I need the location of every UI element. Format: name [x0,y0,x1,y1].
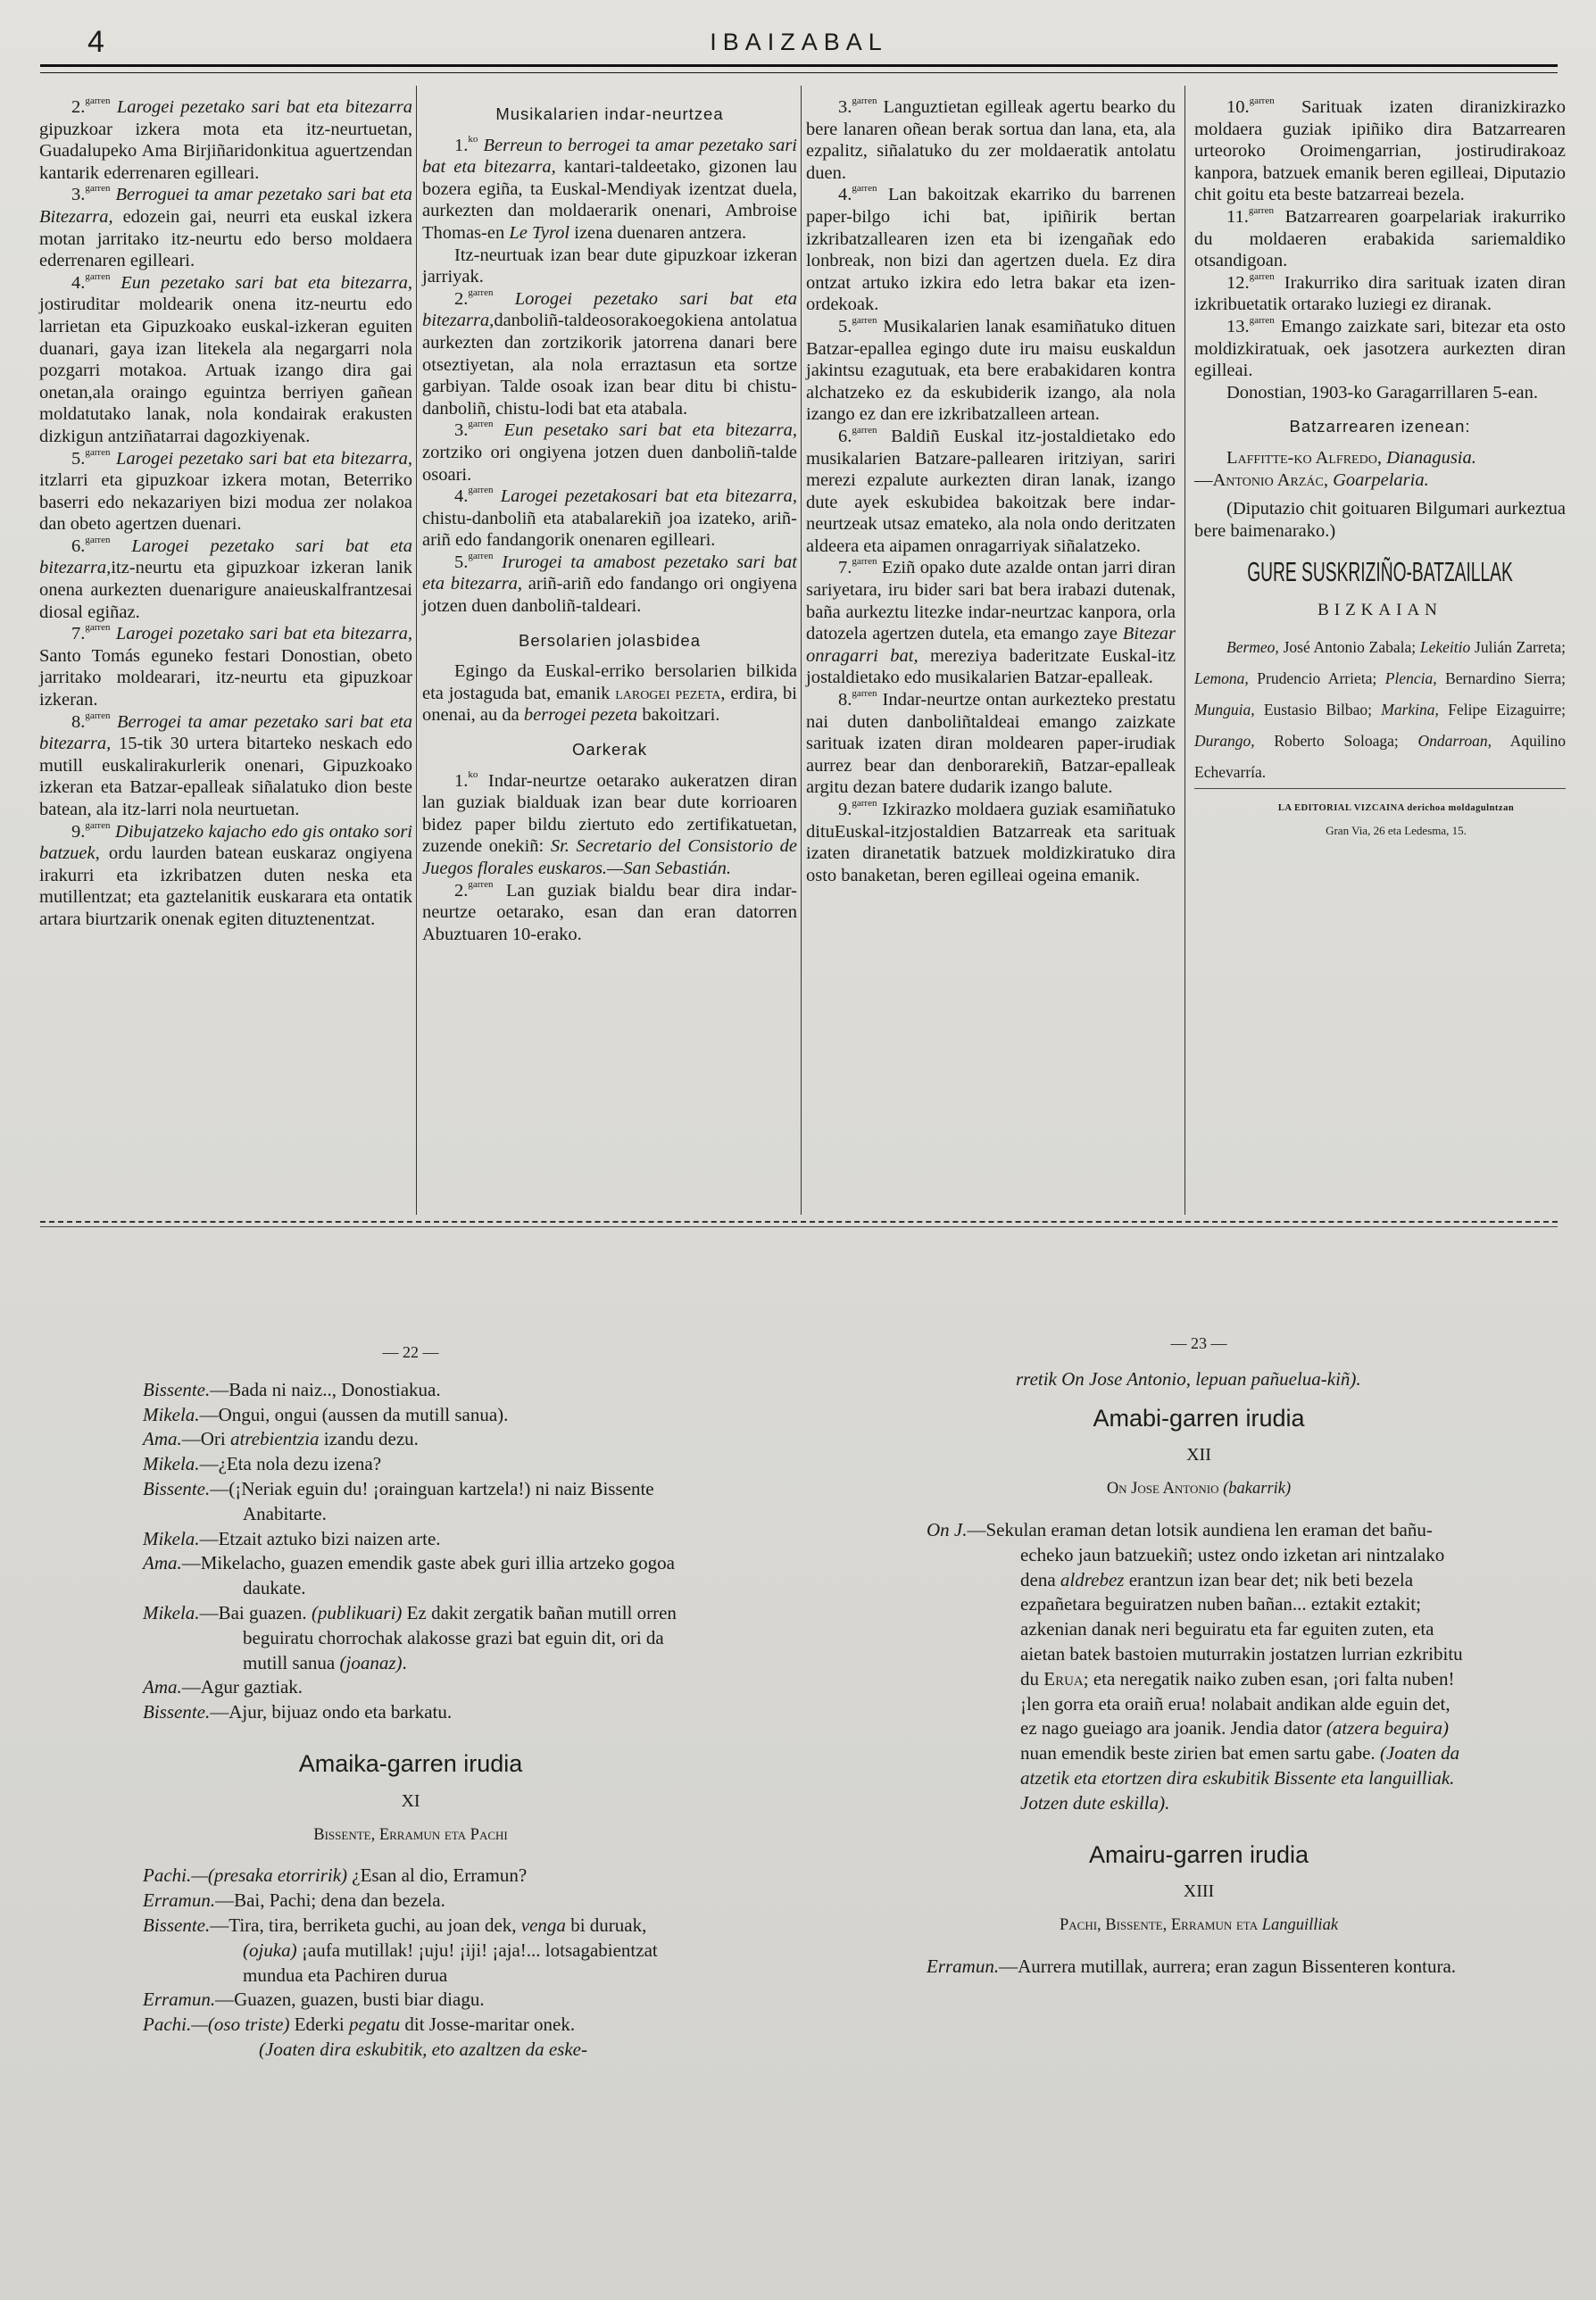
stage-direction-inline: (publikuari) [311,1601,403,1623]
ordinal-suffix: garren [1249,270,1275,282]
subscriber-name: Bernardino Sierra; [1436,669,1566,688]
dialogue-text: —Ongui, ongui (aussen da mutill sanua). [199,1403,509,1425]
prize-title: Eun pesetako sari bat eta bitezarra, [503,420,797,441]
rule-paragraph [806,316,1176,426]
column-3 [806,96,1176,886]
dialogue-line [143,1551,678,1601]
speaker: Ama. [143,1552,182,1574]
rule-paragraph [39,821,412,931]
paragraph-text: Batzarrearen goarpelariak irakurriko du moldaeren erabakida sariemaldiko otsandigoan. [1194,206,1566,271]
paragraph-text: Indar-neurtze oetarako aukeratzen diran lan guziak bialduak izan bear dute korrioaren bidez paper bildu ziertuto edo zertifikatuetan, zuzende onekiñ: [422,770,797,857]
rule-paragraph [422,135,797,245]
stage-direction-inline: (joanaz) [339,1651,403,1673]
dialogue-text: bi duruak, [565,1914,647,1936]
paragraph-number: 8. [71,711,86,732]
page-separator [40,1221,1558,1223]
rule-paragraph [422,880,797,946]
dialogue-line [143,1427,678,1452]
dialogue-line [143,1988,678,2013]
paragraph-number: 3. [454,420,469,441]
monologue: On J.—Sekulan eraman detan lotsik aundiena len eraman det bañu-echeko jaun batzuekiñ; ustez ondo izketan ari nintzalako dena aldrebez erantzun izan bear det; nik beti bezela ezpañetara beguiratzen nuben bañan... eztakit eztakit; azkenian danak neri beguiratu eta far eguiten zuten, eta aietan batek bastoien muturrakin jostatzen lurrian ezkribitu du Erua; eta neregatik naiko zuben esan, ¡ori falta nuben! ¡len gorra eta oraiñ erua! nolabait andikan alde eguin det, ez nago gueiago ara joanik. Jendia dator (atzera beguira) nuan emendik beste zirien bat emen sartu gabe. (Joaten da atzetik eta etortzen dira eskubitik Bissente eta languilliak. Jotzen dute eskilla). [927,1518,1463,1814]
dialogue-text: Ez dakit zergatik bañan mutill orren beguiratu chorrochak alakosse grazi bat eguin dit, ori da mutill sanua [243,1601,677,1673]
dialogue-text: —Bada ni naiz.., Donostiakua. [210,1378,441,1400]
speaker: Bissente. [143,1701,211,1723]
dialogue-line [143,1378,678,1403]
region-heading: BIZKAIAN [1318,600,1442,619]
ordinal-suffix: garren [85,819,111,831]
book-page-22 [143,1341,678,2063]
book-page-23 [927,1332,1471,1980]
paragraph-text: Santo Tomás eguneko festari Donostian, obeto jarritako moldearari, itz-neurtu eta gipuzkoar izkeran. [39,645,412,710]
dialogue-text: —Agur gaztiak. [181,1676,303,1698]
dialogue-text: —Mikelacho, guazen emendik gaste abek guri illia artzeko gogoa daukate. [181,1552,675,1599]
rule-paragraph [1194,206,1566,272]
rule-paragraph [1194,316,1566,382]
paragraph-text: chistu-danboliñ eta atabalarekiñ joa izateko, ariñ-ariñ edo fandangorik onenaren egilleari. [422,508,797,551]
dialogue-line: Erramun.—Aurrera mutillak, aurrera; eran zagun Bissenteren kontura. [927,1955,1457,1977]
paragraph-number: 6. [838,426,852,446]
page-header [36,23,1562,62]
rule-paragraph [39,536,412,623]
prize-title: Larogei pezetako sari bat eta bitezarra, [39,536,412,578]
scene-title: Amaika-garren irudia [298,1749,523,1777]
ordinal-suffix: garren [852,688,877,700]
paragraph-text: 15-tik 30 urtera bitarteko neskach edo mutill euskalirakurlerik onenari, Gipuzkoako izkeran eta Batzar-epalleak siñalatuko dion beste batean, ala itz-larri nola neurtuetan. [39,734,412,819]
ordinal-suffix: garren [468,419,494,430]
paragraph-number: 3. [71,185,86,205]
dialogue-line [143,1700,678,1725]
paragraph-number: 1. [454,770,469,791]
header-rule [40,64,1558,73]
prize-title: Irurogei ta amabost pezetako sari bat eta bitezarra, [422,552,797,594]
prize-title: Eun pezetako sari bat eta bitezarra, [121,272,413,293]
scene-cast: On Jose Antonio (bakarrik) [1106,1480,1292,1499]
paragraph-text: danboliñ-taldeosorakoegokiena antolatua aurkezten dan zortzikorik jatorrena danari bere otseztiyetan, ala nola erraztasun eta sortze garbiyan. Talde osoak izan bear ditu bi chistu-danboliñ, chistu-lodi bat eta atabala. [422,311,797,419]
paragraph-number: 9. [838,800,852,819]
rule-paragraph [806,426,1176,558]
stage-direction-inline: venga [520,1914,566,1936]
subscriber-name: Eustasio Bilbao; [1254,701,1382,719]
paragraph-text: Itz-neurtuak izan bear dute gipuzkoar izkeran jarriyak. [422,245,797,287]
paragraph-number: 8. [838,690,852,710]
ordinal-suffix: garren [852,556,877,568]
section-title-oarkerak: Oarkerak [571,740,648,760]
dialogue-text: ¡aufa mutillak! ¡uju! ¡iji! ¡aja!... lotsagabientzat mundua eta Pachiren durua [243,1939,658,1986]
scene-title: Amabi-garren irudia [1093,1404,1305,1432]
paragraph-number: 5. [454,552,469,572]
paragraph-number: 4. [454,486,469,507]
ordinal-suffix: garren [1248,204,1274,216]
paragraph-text: zortziko ori ongiyena jotzen duen danboliñ-talde osoari. [422,442,797,485]
ordinal-suffix: garren [852,314,877,326]
prize-title: Berrogei ta amar pezetako sari bat eta bitezarra, [39,711,413,754]
dialogue-text: izandu dezu. [319,1428,419,1450]
section-title-musikalarien: Musikalarien indar-neurtzea [495,104,724,123]
paragraph-number: 4. [71,272,86,293]
scene-cast: Pachi, Bissente, Erramun eta Languilliak [1059,1916,1339,1935]
page-separator-line [40,1226,1558,1227]
italic-text: Bitezar onragarri bat, [806,624,1176,666]
ordinal-suffix: ko [468,768,478,780]
rule-paragraph [39,711,412,821]
stage-direction: (Joaten dira eskubitik, eto azaltzen da eske- [259,2038,587,2060]
rule-paragraph [422,552,797,618]
subscriber-name: Felipe Eizaguirre; [1438,701,1566,719]
stage-direction-inline: pegatu [348,2014,401,2036]
ordinal-suffix: garren [468,550,494,561]
paragraph-text: Baldiñ Euskal itz-jostaldietako edo musikalarien Batzare-pallearen iritziyan, sariri merezi ezpalute aurkezten diran lanak, izango dute ayek eskubidea bakoitzak bere indar-neurtzeak utsaz emateko, ala nola ondo deritzaten aldeera eta aipamen onragarriyak siñalatzeko. [806,426,1176,556]
speaker: Ama. [143,1676,182,1698]
column-2 [422,96,797,945]
section-title-bersolarien: Bersolarien jolasbidea [518,630,702,650]
dialogue-block-1 [143,1378,678,1725]
paragraph-number: 7. [838,558,852,578]
paragraph-text: ordu laurden batean euskaraz ongiyena irakurri eta izkribatzen duten neska eta mutillentzat; eta gaztelanitik euskarara eta ontatik artara biurtzarik onenak egiten dituztenentzat. [39,843,412,929]
paragraph-number: 12. [1226,272,1250,293]
subscriber-town: Ondarroan, [1417,732,1492,751]
ordinal-suffix: garren [85,534,111,545]
subscriber-name: Julián Zarreta; [1470,638,1566,657]
speaker: Erramun. [143,1889,216,1912]
ordinal-suffix: garren [468,878,494,890]
scene-title: Amairu-garren irudia [1088,1840,1309,1868]
dialogue-text: —Guazen, guazen, busti biar diagu. [215,1989,485,2011]
speaker: Pachi. [143,1864,192,1887]
paragraph-text: Irakurriko dira sarituak izaten diran izkribuetatik ortarako luziegi ez diranak. [1194,272,1566,315]
subscriber-name: Aquilino Echevarría. [1194,732,1566,782]
paragraph-text: izena duenaren antzera. [569,222,747,243]
subscriber-town: Plencia, [1384,669,1437,688]
rule-paragraph [422,288,797,420]
dialogue-line [143,1527,678,1552]
paragraph-text: Izkirazko moldaera guziak esamiñatuko dituEuskal-itzjostaldien Batzarreak eta sarituak izaten diranetatik batzuek moldizkiratuko dira osto banaketan, beren egilleai ogeina emanik. [806,800,1176,885]
paragraph-number: 2. [454,880,469,901]
paragraph-text: mereziya baderitzate Euskal-itz jostaldietako edo musikalarien Batzar-epalleak. [806,645,1176,688]
paragraph-text: gipuzkoar izkera mota eta itz-neurtuetan, Guadalupeko Ama Birjiñaridonkitua aguertzendan kantarik ederrenaren egilleari. [39,119,412,183]
ordinal-suffix: garren [85,622,111,634]
paragraph-number: 13. [1226,316,1250,336]
paragraph-text: Sarituak izaten diranizkirazko moldaera guziak ipiñiko dira Batzarrearen urteoroko Oroimengarrian, jostirudirakoaz kanpora, batzuek emanik beren egilleai, Diputazio chit goitu eta beste batzarreai bezela. [1194,97,1567,205]
dialogue-text: —¿Eta nola dezu izena? [199,1453,382,1475]
ordinal-suffix: garren [85,710,111,721]
rule-paragraph [39,448,412,536]
final-rules [1194,96,1566,382]
dialogue-line [143,1452,678,1477]
prize-title: Lorogei pezetako sari bat eta bitezarra, [422,288,798,331]
ordinal-suffix: garren [468,485,494,496]
paragraph-number: 9. [71,821,86,842]
paragraph-number: 4. [838,185,852,205]
rule-paragraph [422,245,797,288]
dialogue-line [143,1889,678,1914]
paragraph-number: 3. [838,97,852,117]
speaker: Bissente. [143,1477,211,1499]
dialogue-text: —Bai, Pachi; dena dan bezela. [215,1889,445,1912]
dialogue-text: —(¡Neriak eguin du! ¡orainguan kartzela!) ni naiz Bissente Anabitarte. [210,1477,654,1524]
column-1 [39,96,412,931]
paragraph-text: ariñ-ariñ edo fandango ori ongiyena jotzen duen danboliñ-taldeari. [422,574,798,617]
bersolarien-text: Egingo da Euskal-erriko bersolarien bilkida eta jostaguda bat, emanik larogei pezeta, erdira, bi onenai, au da berrogei pezeta bakoitzari. [422,661,798,726]
dialogue-text: —Ajur, bijuaz ondo eta barkatu. [210,1701,453,1723]
subscriber-town: Munguia, [1194,701,1255,719]
subscriber-town: Durango, [1194,732,1255,751]
paragraph-number: 2. [71,97,86,117]
stage-direction-inline: atrebientzia [230,1428,320,1450]
signature-1: Laffitte-ko Alfredo, Dianagusia. —Antonio Arzác, Goarpelaria. [1194,447,1476,490]
ordinal-suffix: garren [85,95,111,106]
speaker: Bissente. [143,1914,211,1936]
dialogue-text: —Etzait aztuko bizi naizen arte. [199,1527,441,1549]
paragraph-text: Lan bakoitzak ekarriko du barrenen paper-bilgo ichi bat, ipiñirik bertan izkribatzallearen izen eta bi izengañak edo lonbreak, non bizi dan agertzen duela. Ez dira ontzat artuko izkira edo letra bakar eta izen-ordekoak. [806,185,1176,315]
rule-paragraph [806,557,1176,689]
subscriber-town: Bermeo, [1226,638,1279,657]
ordinal-suffix: garren [468,286,494,298]
approval-note: (Diputazio chit goituaren Bilgumari aurkeztua bere baimenarako.) [1194,499,1566,541]
paragraph-number: 7. [71,624,86,644]
ordinal-suffix: ko [468,133,478,145]
prize-title: Larogei pezetako sari bat eta bitezarra [116,97,412,117]
dialogue-text: ¿Esan al dio, Erramun? [347,1864,528,1887]
book-page-number: — 23 — [1170,1334,1227,1352]
prize-title: Berreun to berrogei ta amar pezetako sari bat eta bitezarra, [422,135,797,178]
dialogue-line [143,2013,678,2038]
ordinal-suffix: garren [1249,314,1275,326]
dialogue-line [143,1477,678,1527]
ordinal-suffix: garren [85,183,111,195]
speaker: Mikela. [143,1403,200,1425]
paragraph-text: itzlarri eta gipuzkoar izkera motan, Beterriko baserri edo nekazariyen bizi modua zer nolakoa dan obeto agertzen duenari. [39,470,412,535]
rule-paragraph [806,184,1176,316]
dialogue-block-2 [143,1864,678,2038]
prize-title: Larogei pezetakosari bat eta bitezarra, [500,486,798,507]
paragraph-number: 6. [71,536,86,556]
speaker: Mikela. [143,1601,200,1623]
rule-paragraph [39,623,412,710]
paragraph-number: 10. [1226,97,1250,117]
scene-number: XII [1186,1445,1211,1466]
subscriber-name: José Antonio Zabala; [1278,638,1420,657]
speaker: Mikela. [143,1527,200,1549]
scene-number: XI [401,1790,420,1811]
prize-title: Dibujatzeko kajacho edo gis ontako sori batzuek, [39,821,412,864]
speaker: Mikela. [143,1453,200,1475]
dialogue-line [143,1403,678,1428]
paragraph-number: 11. [1226,206,1249,227]
publisher-address: Gran Via, 26 eta Ledesma, 15. [1326,824,1467,838]
dialogue-line [143,1601,678,1675]
ordinal-suffix: garren [1249,95,1275,106]
rule-paragraph [39,184,412,271]
column-divider [416,86,417,1215]
paragraph-number: 1. [454,135,469,155]
subscriber-town: Lemona, [1194,669,1249,688]
rule-paragraph [39,272,412,448]
speaker: Erramun. [143,1989,216,2011]
paragraph-text: Emango zaizkate sari, bitezar eta osto moldizkiratuak, oek jasotzera aurkezten diran egilleai. [1194,316,1566,381]
ordinal-suffix: garren [852,183,877,195]
prize-title: Berroguei ta amar pezetako sari bat eta Bitezarra, [39,185,413,227]
paragraph-text: Eziñ opako dute azalde ontan jarri diran sariyetara, iru bider sari bat bera irabazi dutenak, baña aurkeztu litezke indar-neurtzac kanpora, orla datozela agertzen dutela, eta emango zaye [806,558,1176,644]
scene-number: XIII [1183,1881,1215,1902]
italic-text: Sr. Secretario del Consistorio de Juegos florales euskaros.—San Sebastián. [422,836,797,878]
rule-paragraph [806,96,1176,184]
subscribers-title: GURE SUSKRIZIÑO-BATZAILLAK [1247,556,1513,588]
column-4 [1194,96,1566,843]
dialogue-text: —Tira, tira, berriketa guchi, au joan dek, [210,1914,521,1936]
stage-direction-inline: (ojuka) [243,1939,297,1961]
speaker: Ama. [143,1428,182,1450]
subscriber-name: Prudencio Arrieta; [1248,669,1385,688]
rule-paragraph [806,689,1176,799]
rule-paragraph [1194,96,1566,206]
page-number: 4 [87,25,104,59]
paragraph-text: jostiruditar moldearik onena itz-neurtu edo larrietan eta Gipuzkoako euskal-izkeran eguiten duanari, gaya izan litekela ala negargarri nola pozgarri motakoa. Artuak izango dira gai onetan,ala oraingo eguintza berriyen gañean moldatutako lanak, nola kondairak erakusten dizkigun antziñatarrai dagozkiyenak. [39,295,412,446]
speaker: Pachi. [143,2014,192,2036]
musikalarien-rules [422,135,797,618]
dialogue-text: Ederki [289,2014,349,2036]
scene-cast: Bissente, Erramun eta Pachi [313,1825,508,1844]
newspaper-title: IBAIZABAL [710,29,888,55]
prize-title: Larogei pozetako sari bat eta bitezarra, [115,624,412,644]
rule-paragraph [806,799,1176,886]
rule-paragraph [39,96,412,184]
rule-paragraph [1194,272,1566,316]
paragraph-text: edozein gai, neurri eta euskal izkera motan jarritako itz-neurtu edo berso moldaera ederrenaren egilleari. [39,206,412,271]
paragraph-number: 5. [71,448,86,469]
rule-paragraph [422,770,797,880]
dialogue-text: —Bai guazen. [199,1601,312,1623]
speaker: Bissente. [143,1378,211,1400]
ordinal-suffix: garren [852,424,877,436]
signature-title: Batzarrearen izenean: [1289,417,1471,436]
stage-direction: rretik On Jose Antonio, lepuan pañuelua-kiñ). [1016,1367,1361,1390]
subscriber-town: Lekeitio [1419,638,1471,657]
book-page-number: — 22 — [382,1343,439,1361]
ordinal-suffix: garren [85,446,111,458]
paragraph-text: Lan guziak bialdu bear dira indar-neurtze oetarako, esan dan eran datorren Abuztuaren 10-erako. [422,880,797,944]
ordinal-suffix: garren [852,798,877,809]
ordinal-suffix: garren [852,95,877,106]
ordinal-suffix: garren [85,270,111,282]
rule-paragraph [422,486,797,552]
dialogue-text: . [402,1651,407,1673]
subscriber-town: Markina, [1381,701,1439,719]
paragraph-text: kantari-taldeetako, gizonen lau bozera egiña, ta Euskal-Mendiyak izentzat duela, aurkezten dan moldaerarik onenari, Ambroise Thomas-en [422,157,797,243]
column-divider [801,86,802,1215]
oarkerak-rules [422,770,797,946]
stage-direction-inline: —(presaka etorririk) [191,1864,348,1887]
date-line: Donostian, 1903-ko Garagarrillaren 5-ean. [1226,382,1538,403]
paragraph-text: Languztietan egilleak agertu bearko du bere lanaren oñean berak sortua dan lana, eta, ala ezpalitz, siñalatuko du zer moldaeratik antolatu duen. [806,97,1176,183]
publisher-line: LA EDITORIAL VIZCAINA derichoa moldagulntzan [1194,788,1566,820]
prize-title: Larogei pezetako sari bat eta bitezarra, [116,448,413,469]
subscriber-name: Roberto Soloaga; [1254,732,1418,751]
dialogue-text: dit Josse-maritar onek. [400,2014,576,2036]
dialogue-line [143,1675,678,1700]
dialogue-line [143,1914,678,1988]
dialogue-text: —Ori [181,1428,230,1450]
paragraph-number: 5. [838,316,852,336]
subscribers-list [1194,632,1566,788]
italic-text: Le Tyrol [509,222,570,243]
paragraph-text: Indar-neurtze ontan aurkezteko prestatu nai duten danboliñtaldeai emango zaizkate sarituak izaten diran moldearen paper-irudiak aurrez bear dan denborarekiñ, Batzar-epalleak argitu dezan batere dudarik izango balute. [806,690,1176,798]
paragraph-text: Musikalarien lanak esamiñatuko dituen Batzar-epallea egingo dute iru maisu euskaldun jakintsu ezagutuak, eta bere erabakidaren kontra alchatzeko ez da eskubiderik izango, ala nola izango ez dan ere izkribatzalleen artean. [806,316,1176,425]
rule-paragraph [422,419,797,486]
dialogue-line [143,1864,678,1889]
paragraph-number: 2. [454,288,469,309]
paragraph-text: itz-neurtu eta gipuzkoar izkeran lanik onena aurkezten duenarigure anaieuskalfrantzesai diosal egiñaz. [39,558,412,622]
stage-direction-inline: —(oso triste) [191,2014,290,2036]
